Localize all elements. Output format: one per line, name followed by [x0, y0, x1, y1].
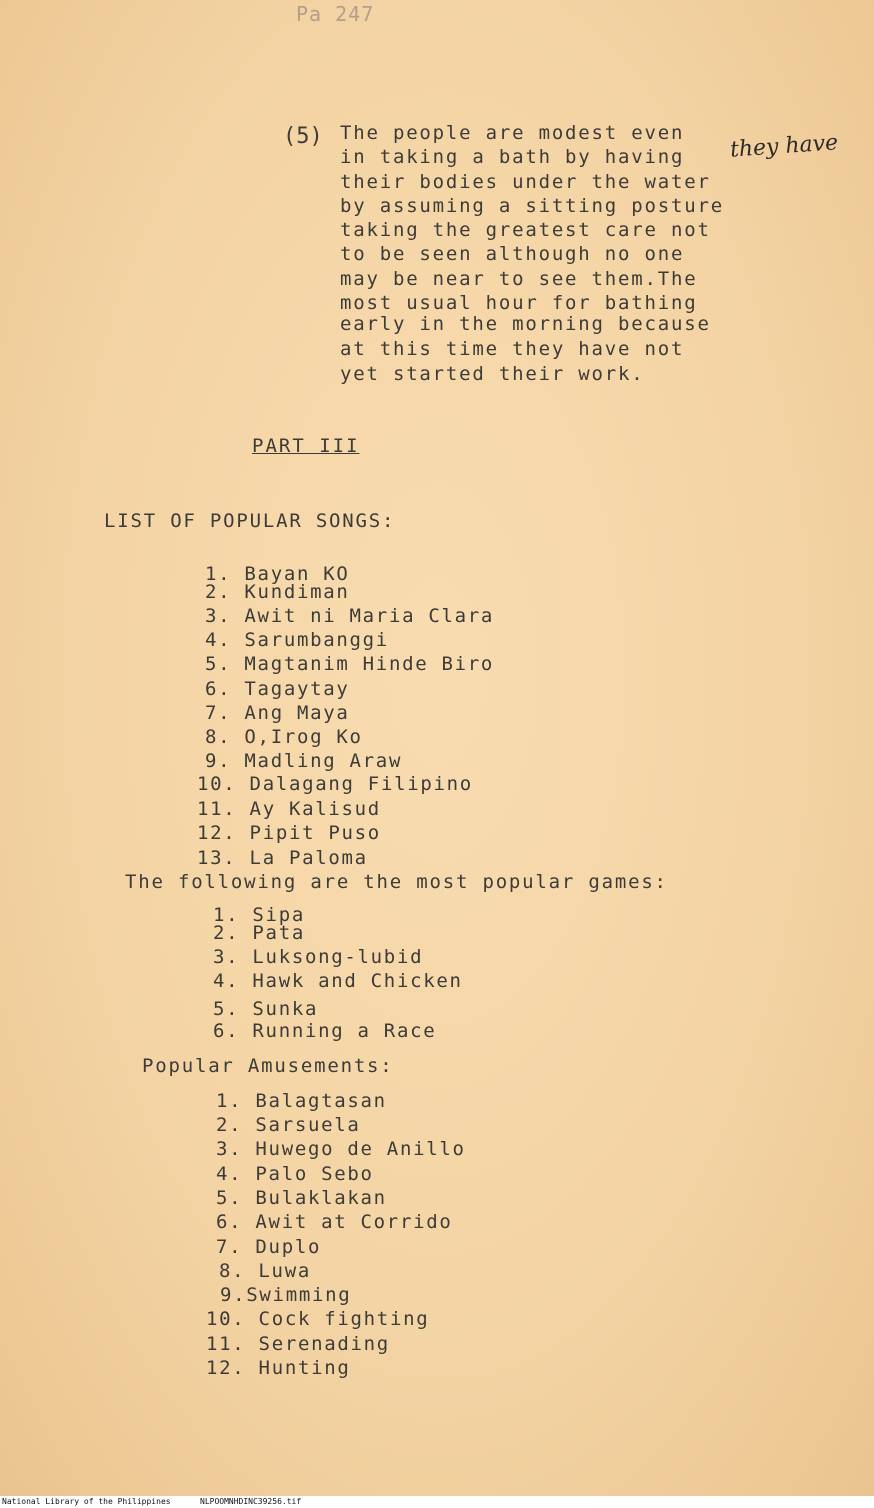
list-item: 7. Ang Maya — [205, 702, 350, 724]
paragraph-line: to be seen although no one — [340, 243, 685, 265]
part-heading: PART III — [252, 435, 360, 457]
list-item: 6. Running a Race — [213, 1020, 437, 1042]
paragraph-line: their bodies under the water — [340, 171, 711, 193]
paragraph-line: by assuming a sitting posture — [340, 195, 724, 217]
list-item: 8. Luwa — [219, 1260, 311, 1282]
list-item: 10. Cock fighting — [206, 1308, 430, 1330]
list-item: 4. Hawk and Chicken — [213, 970, 463, 992]
list-item: 2. Sarsuela — [216, 1114, 361, 1136]
list-item: 1. Balagtasan — [216, 1090, 387, 1112]
list-item: 10. Dalagang Filipino — [197, 773, 473, 795]
paragraph-line: at this time they have not — [340, 338, 685, 360]
list-item: 7. Duplo — [216, 1236, 322, 1258]
paragraph-line: yet started their work. — [340, 363, 645, 385]
list-item: 5. Sunka — [213, 998, 319, 1020]
list-item: 12. Hunting — [206, 1357, 351, 1379]
songs-heading: LIST OF POPULAR SONGS: — [104, 510, 396, 532]
list-item: 4. Sarumbanggi — [205, 629, 389, 651]
page-number: Pa 247 — [296, 2, 375, 26]
list-item: 11. Ay Kalisud — [197, 798, 381, 820]
paragraph-line: may be near to see them.The — [340, 268, 698, 290]
paragraph-line: in taking a bath by having — [340, 146, 685, 168]
paragraph-line: taking the greatest care not — [340, 219, 711, 241]
amusements-heading: Popular Amusements: — [142, 1055, 394, 1077]
list-item: 4. Palo Sebo — [216, 1163, 374, 1185]
list-item: 1. Sipa — [213, 904, 305, 926]
games-heading: The following are the most popular games: — [125, 871, 668, 893]
handwritten-insert: they have — [729, 130, 839, 163]
list-item: 13. La Paloma — [197, 847, 368, 869]
list-item: 12. Pipit Puso — [197, 822, 381, 844]
list-item: 5. Bulaklakan — [216, 1187, 387, 1209]
paragraph-line: The people are modest even — [340, 122, 685, 144]
footer-file: NLPOOMNHDINC39256.tif — [200, 1497, 302, 1506]
list-item: 3. Huwego de Anillo — [216, 1138, 466, 1160]
paragraph-line: early in the morning because — [340, 313, 711, 335]
list-item: 5. Magtanim Hinde Biro — [205, 653, 495, 675]
list-item: 9.Swimming — [220, 1284, 352, 1306]
footer-library: National Library of the Philippines — [2, 1497, 171, 1506]
scan-footer — [0, 1496, 874, 1508]
paragraph-line: most usual hour for bathing — [340, 292, 698, 314]
list-item: 2. Kundiman — [205, 581, 350, 603]
list-item: 2. Pata — [213, 922, 305, 944]
list-item: 6. Tagaytay — [205, 678, 350, 700]
list-item: 9. Madling Araw — [205, 750, 403, 772]
paragraph-number: (5) — [283, 124, 323, 149]
list-item: 3. Awit ni Maria Clara — [205, 605, 495, 627]
list-item: 11. Serenading — [206, 1333, 390, 1355]
list-item: 1. Bayan KO — [205, 563, 350, 585]
list-item: 6. Awit at Corrido — [216, 1211, 453, 1233]
list-item: 3. Luksong-lubid — [213, 946, 424, 968]
list-item: 8. O,Irog Ko — [205, 726, 363, 748]
